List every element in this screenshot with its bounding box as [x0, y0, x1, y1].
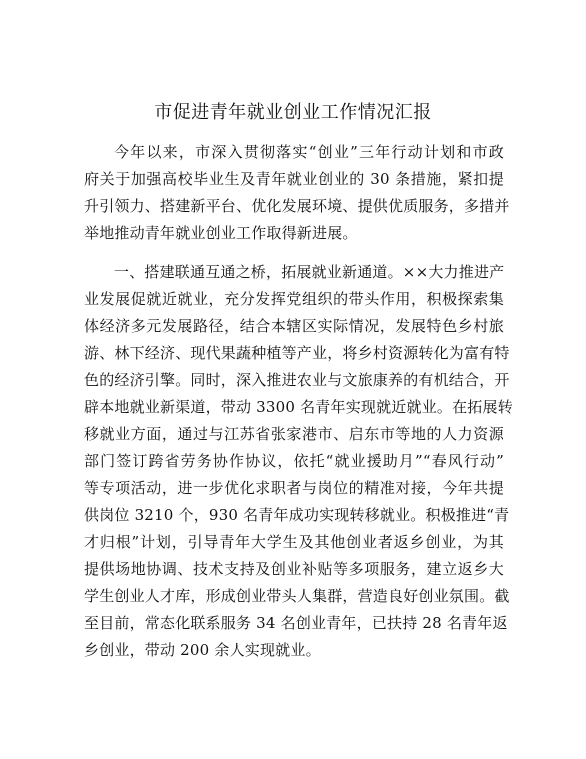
text-line: 辟本地就业新渠道，带动 3300 名青年实现就近就业。在拓展转 [84, 398, 513, 416]
text-line: 升引领力、搭建新平台、优化发展环境、提供优质服务，多措并 [84, 197, 510, 215]
text-line: 提供场地协调、技术支持及创业补贴等多项服务，建立返乡大 [84, 560, 504, 578]
text-line: 供岗位 3210 个，930 名青年成功实现转移就业。积极推进“青 [84, 506, 510, 524]
text-line: 等专项活动，进一步优化求职者与岗位的精准对接，今年共提 [84, 479, 504, 497]
text-line: 今年以来，市深入贯彻落实“创业”三年行动计划和市政 [114, 143, 504, 161]
text-line: 学生创业人才库，形成创业带头人集群，营造良好创业氛围。截 [84, 587, 510, 605]
text-line: 色的经济引擎。同时，深入推进农业与文旅康养的有机结合，开 [84, 371, 510, 389]
text-line: 体经济多元发展路径，结合本辖区实际情况，发展特色乡村旅 [84, 317, 504, 335]
text-line: 府关于加强高校毕业生及青年就业创业的 30 条措施，紧扣提 [84, 170, 504, 188]
paragraph-intro [84, 139, 510, 247]
text-line: 部门签订跨省劳务协作协议，依托“就业援助月”“春风行动” [84, 452, 504, 470]
paragraph-section-one [84, 259, 513, 664]
document-title: 市促进青年就业创业工作情况汇报 [154, 102, 432, 123]
text-line: 才归根”计划，引导青年大学生及其他创业者返乡创业，为其 [84, 533, 504, 551]
text-line: 业发展促就近就业，充分发挥党组织的带头作用，积极探索集 [84, 290, 504, 308]
text-line: 举地推动青年就业创业工作取得新进展。 [84, 224, 358, 242]
text-line: 至目前，常态化联系服务 34 名创业青年，已扶持 28 名青年返 [84, 614, 508, 632]
text-line: 乡创业，带动 200 余人实现就业。 [84, 641, 321, 659]
text-line: 一、搭建联通互通之桥，拓展就业新通道。××大力推进产 [114, 263, 505, 281]
text-line: 游、林下经济、现代果蔬种植等产业，将乡村资源转化为富有特 [84, 344, 510, 362]
text-line: 移就业方面，通过与江苏省张家港市、启东市等地的人力资源 [84, 425, 504, 443]
